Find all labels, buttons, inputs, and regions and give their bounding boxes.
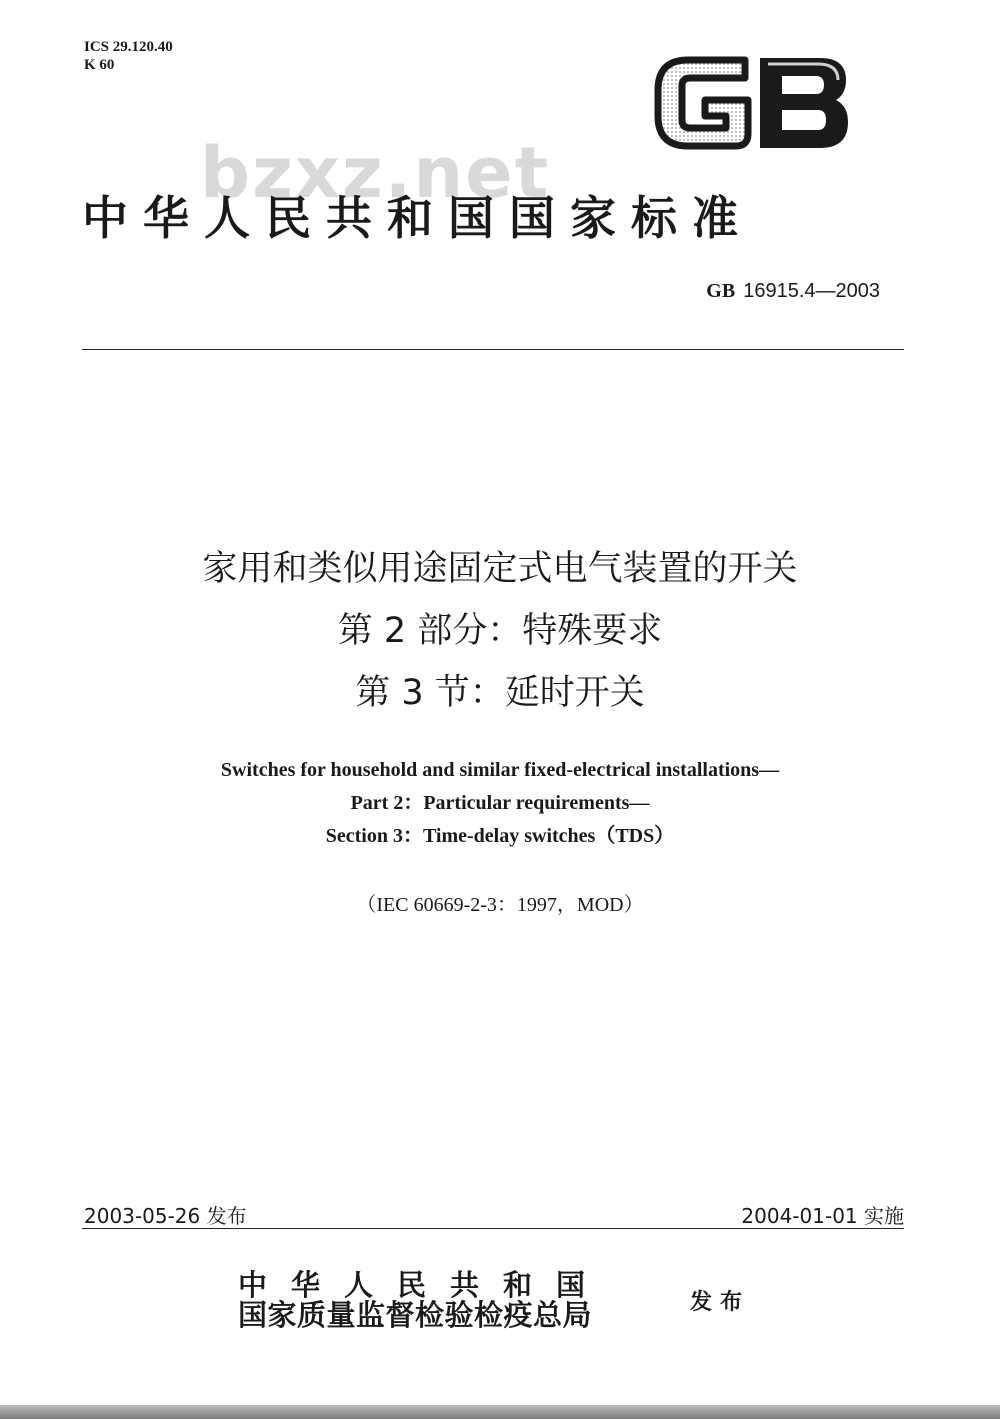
page-bottom-edge xyxy=(0,1405,1000,1419)
national-standard-title: 中华人民共和国国家标准 xyxy=(82,191,753,245)
ccs-code: K 60 xyxy=(84,57,115,73)
cn-title-line-3: 第 3 节：延时开关 xyxy=(355,673,645,713)
ics-code: ICS 29.120.40 xyxy=(84,39,173,55)
chinese-title xyxy=(0,538,1000,724)
implementation-date: 2004-01-01 实施 xyxy=(741,1204,904,1228)
en-title-line-1: Switches for household and similar fixed-electrical installations— xyxy=(220,759,780,781)
header-divider xyxy=(82,349,904,350)
watermark: bzxz.net xyxy=(200,132,551,214)
gb-logo xyxy=(650,50,855,154)
publisher xyxy=(238,1270,609,1330)
publisher-line-1: 中华人民共和国 xyxy=(238,1268,610,1302)
classification-codes xyxy=(84,38,173,74)
publisher-suffix: 发布 xyxy=(690,1289,751,1315)
english-title xyxy=(0,754,1000,853)
standard-number xyxy=(706,280,880,303)
en-title-line-2: Part 2：Particular requirements— xyxy=(350,792,650,814)
issue-date: 2003-05-26 发布 xyxy=(84,1204,247,1228)
footer-divider xyxy=(82,1228,904,1229)
adoption-reference: （IEC 60669-2-3：1997，MOD） xyxy=(356,894,644,916)
publisher-line-2: 国家质量监督检验检疫总局 xyxy=(238,1298,593,1332)
standard-code-prefix: GB xyxy=(706,280,736,302)
en-title-line-3: Section 3：Time-delay switches（TDS） xyxy=(325,825,675,847)
cn-title-line-2: 第 2 部分：特殊要求 xyxy=(337,611,663,651)
standard-code-number: 16915.4—2003 xyxy=(743,280,880,302)
cn-title-line-1: 家用和类似用途固定式电气装置的开关 xyxy=(202,549,798,589)
